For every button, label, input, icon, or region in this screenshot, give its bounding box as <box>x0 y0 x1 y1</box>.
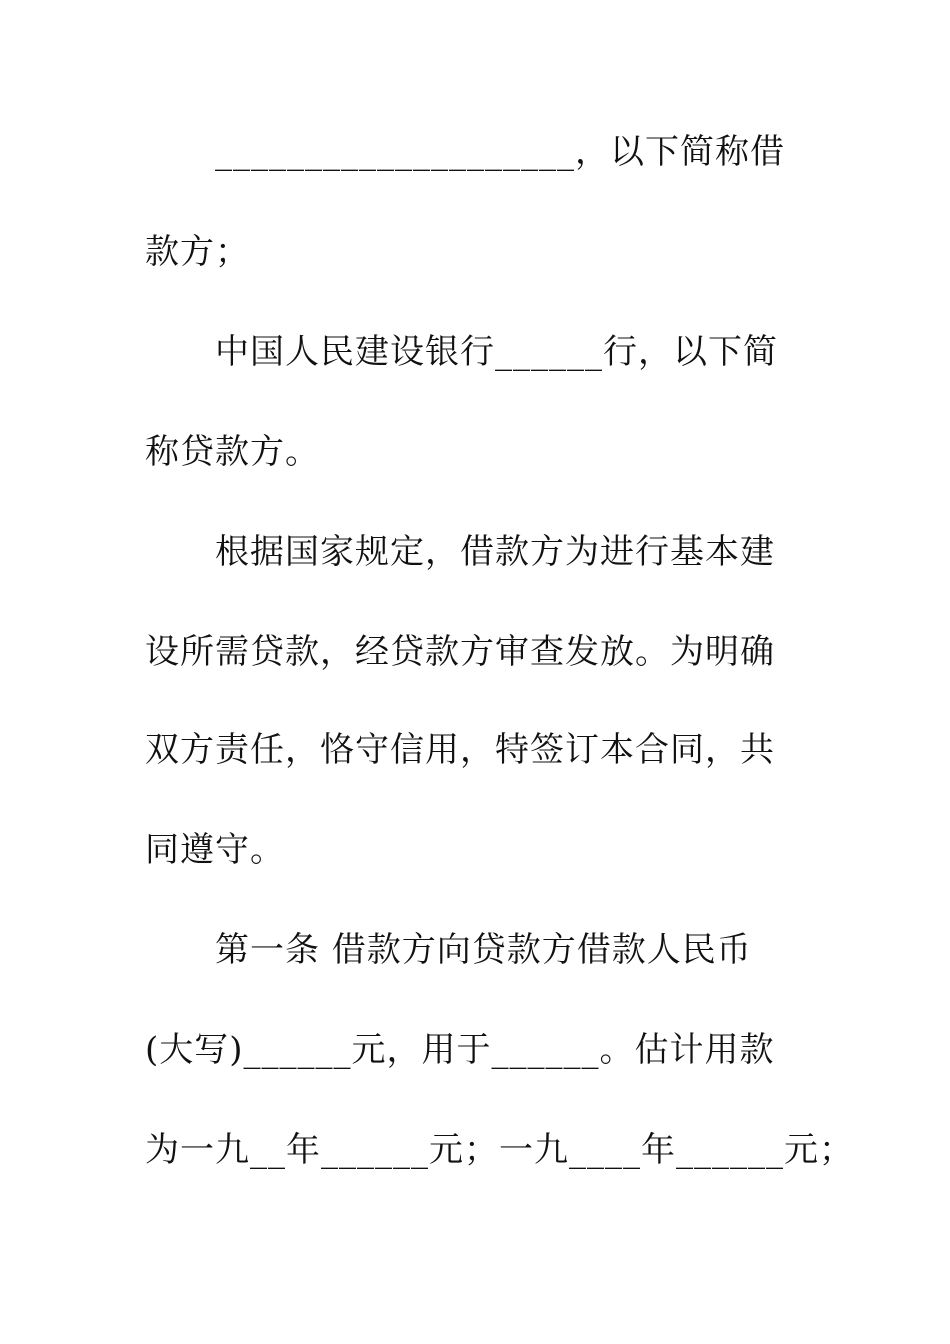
article-1-line-2: (大写)______元，用于______。估计用款 <box>145 1030 775 1070</box>
paragraph-preamble-line-4: 同遵守。 <box>145 830 285 870</box>
paragraph-preamble-line-1: 根据国家规定，借款方为进行基本建 <box>215 532 775 572</box>
article-1-line-1: 第一条 借款方向贷款方借款人民币 <box>215 930 752 970</box>
paragraph-lender-line-2: 称贷款方。 <box>145 432 320 472</box>
paragraph-borrower-line-2: 款方； <box>145 232 250 272</box>
paragraph-lender-line-1: 中国人民建设银行______行，以下简 <box>215 332 778 372</box>
paragraph-preamble-line-2: 设所需贷款，经贷款方审查发放。为明确 <box>145 632 775 672</box>
paragraph-borrower-line-1: ____________________，以下简称借 <box>215 132 785 172</box>
paragraph-preamble-line-3: 双方责任，恪守信用，特签订本合同，共 <box>145 730 775 770</box>
article-1-line-3: 为一九__年______元；一九____年______元； <box>145 1130 854 1170</box>
